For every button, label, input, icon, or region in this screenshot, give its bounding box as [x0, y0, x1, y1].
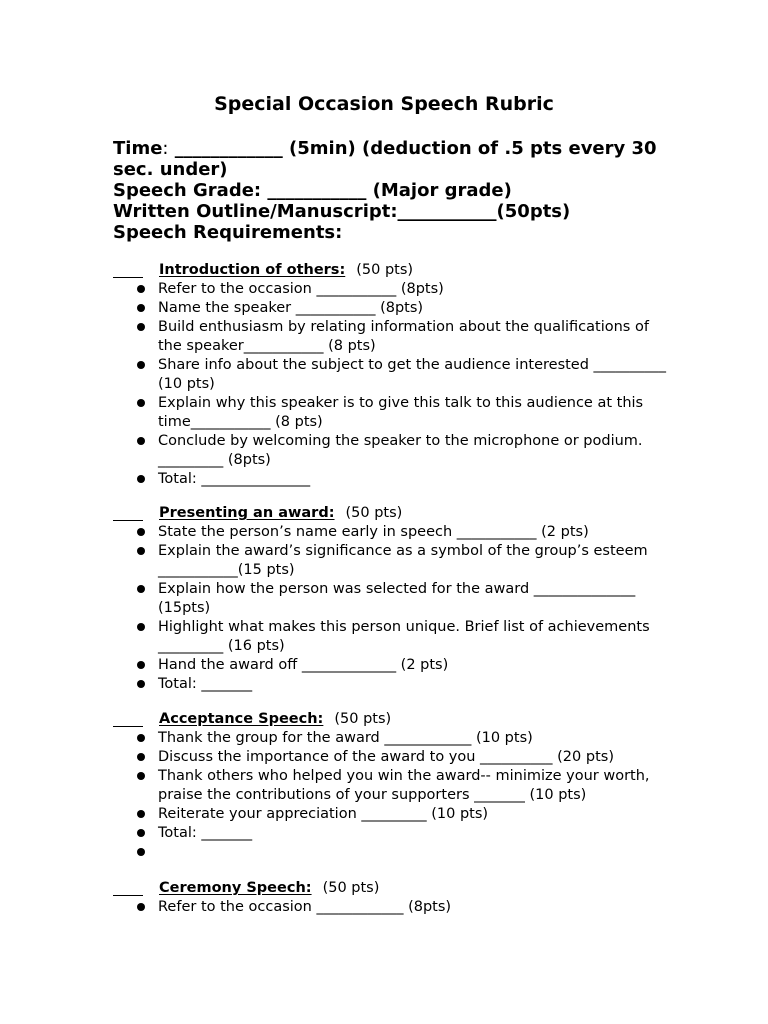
- list-item: Refer to the occasion ___________ (8pts): [113, 280, 673, 299]
- list-item: Highlight what makes this person unique. Brief list of achievements _________ (16 pts): [113, 618, 673, 656]
- section-heading: [113, 710, 673, 729]
- list-item: Conclude by welcoming the speaker to the microphone or podium. _________ (8pts): [113, 432, 673, 470]
- section-title: Presenting an award:: [159, 505, 335, 521]
- list-item: Refer to the occasion ____________ (8pts): [113, 898, 673, 917]
- score-blank: [113, 894, 143, 896]
- section-ceremony: [113, 879, 673, 917]
- criteria-list: [113, 280, 673, 489]
- section-presenting-award: [113, 504, 673, 694]
- section-heading: [113, 261, 673, 280]
- section-points: (50 pts): [356, 262, 414, 278]
- section-points: (50 pts): [322, 880, 380, 896]
- time-label: Time: [113, 138, 163, 159]
- list-item: Share info about the subject to get the audience interested __________ (10 pts): [113, 356, 673, 394]
- criteria-list: [113, 898, 673, 917]
- time-details: ____________ (5min) (deduction of .5 pts every 30: [168, 138, 657, 159]
- section-title: Introduction of others:: [159, 262, 346, 278]
- list-item: State the person’s name early in speech ___________ (2 pts): [113, 523, 673, 542]
- written-outline-line: Written Outline/Manuscript:___________(50pts): [113, 201, 571, 222]
- time-colon: :: [162, 138, 169, 159]
- speech-grade-line: Speech Grade: ___________ (Major grade): [113, 180, 512, 201]
- list-item: Explain the award’s significance as a symbol of the group’s esteem ___________(15 pts): [113, 542, 673, 580]
- speech-requirements-heading: Speech Requirements:: [113, 222, 343, 243]
- section-title: Ceremony Speech:: [159, 880, 312, 896]
- section-points: (50 pts): [334, 711, 392, 727]
- score-blank: [113, 519, 143, 521]
- list-item: Explain how the person was selected for the award ______________ (15pts): [113, 580, 673, 618]
- section-heading: [113, 879, 673, 898]
- list-item: Total: _______________: [113, 470, 673, 489]
- score-blank: [113, 725, 143, 727]
- time-line-continued: sec. under): [113, 159, 228, 180]
- section-points: (50 pts): [345, 505, 403, 521]
- section-title: Acceptance Speech:: [159, 711, 324, 727]
- score-blank: [113, 276, 143, 278]
- list-item: Explain why this speaker is to give this talk to this audience at this time___________ (8 pts): [113, 394, 673, 432]
- section-introduction: [113, 261, 673, 489]
- list-item: Build enthusiasm by relating information about the qualifications of the speaker___________ (8 pts): [113, 318, 673, 356]
- list-item: [113, 843, 673, 862]
- list-item: Discuss the importance of the award to you __________ (20 pts): [113, 748, 673, 767]
- list-item: Hand the award off _____________ (2 pts): [113, 656, 673, 675]
- document-title: Special Occasion Speech Rubric: [214, 93, 554, 115]
- list-item: Name the speaker ___________ (8pts): [113, 299, 673, 318]
- list-item: Reiterate your appreciation _________ (10 pts): [113, 805, 673, 824]
- rubric-header: [113, 138, 673, 243]
- list-item: Thank the group for the award ____________ (10 pts): [113, 729, 673, 748]
- list-item: Total: _______: [113, 824, 673, 843]
- section-acceptance: [113, 710, 673, 862]
- section-heading: [113, 504, 673, 523]
- list-item: Total: _______: [113, 675, 673, 694]
- list-item: Thank others who helped you win the award-- minimize your worth, praise the contributions of your supporters _______ (10 pts): [113, 767, 673, 805]
- criteria-list: [113, 523, 673, 694]
- criteria-list: [113, 729, 673, 862]
- time-line: [113, 138, 673, 159]
